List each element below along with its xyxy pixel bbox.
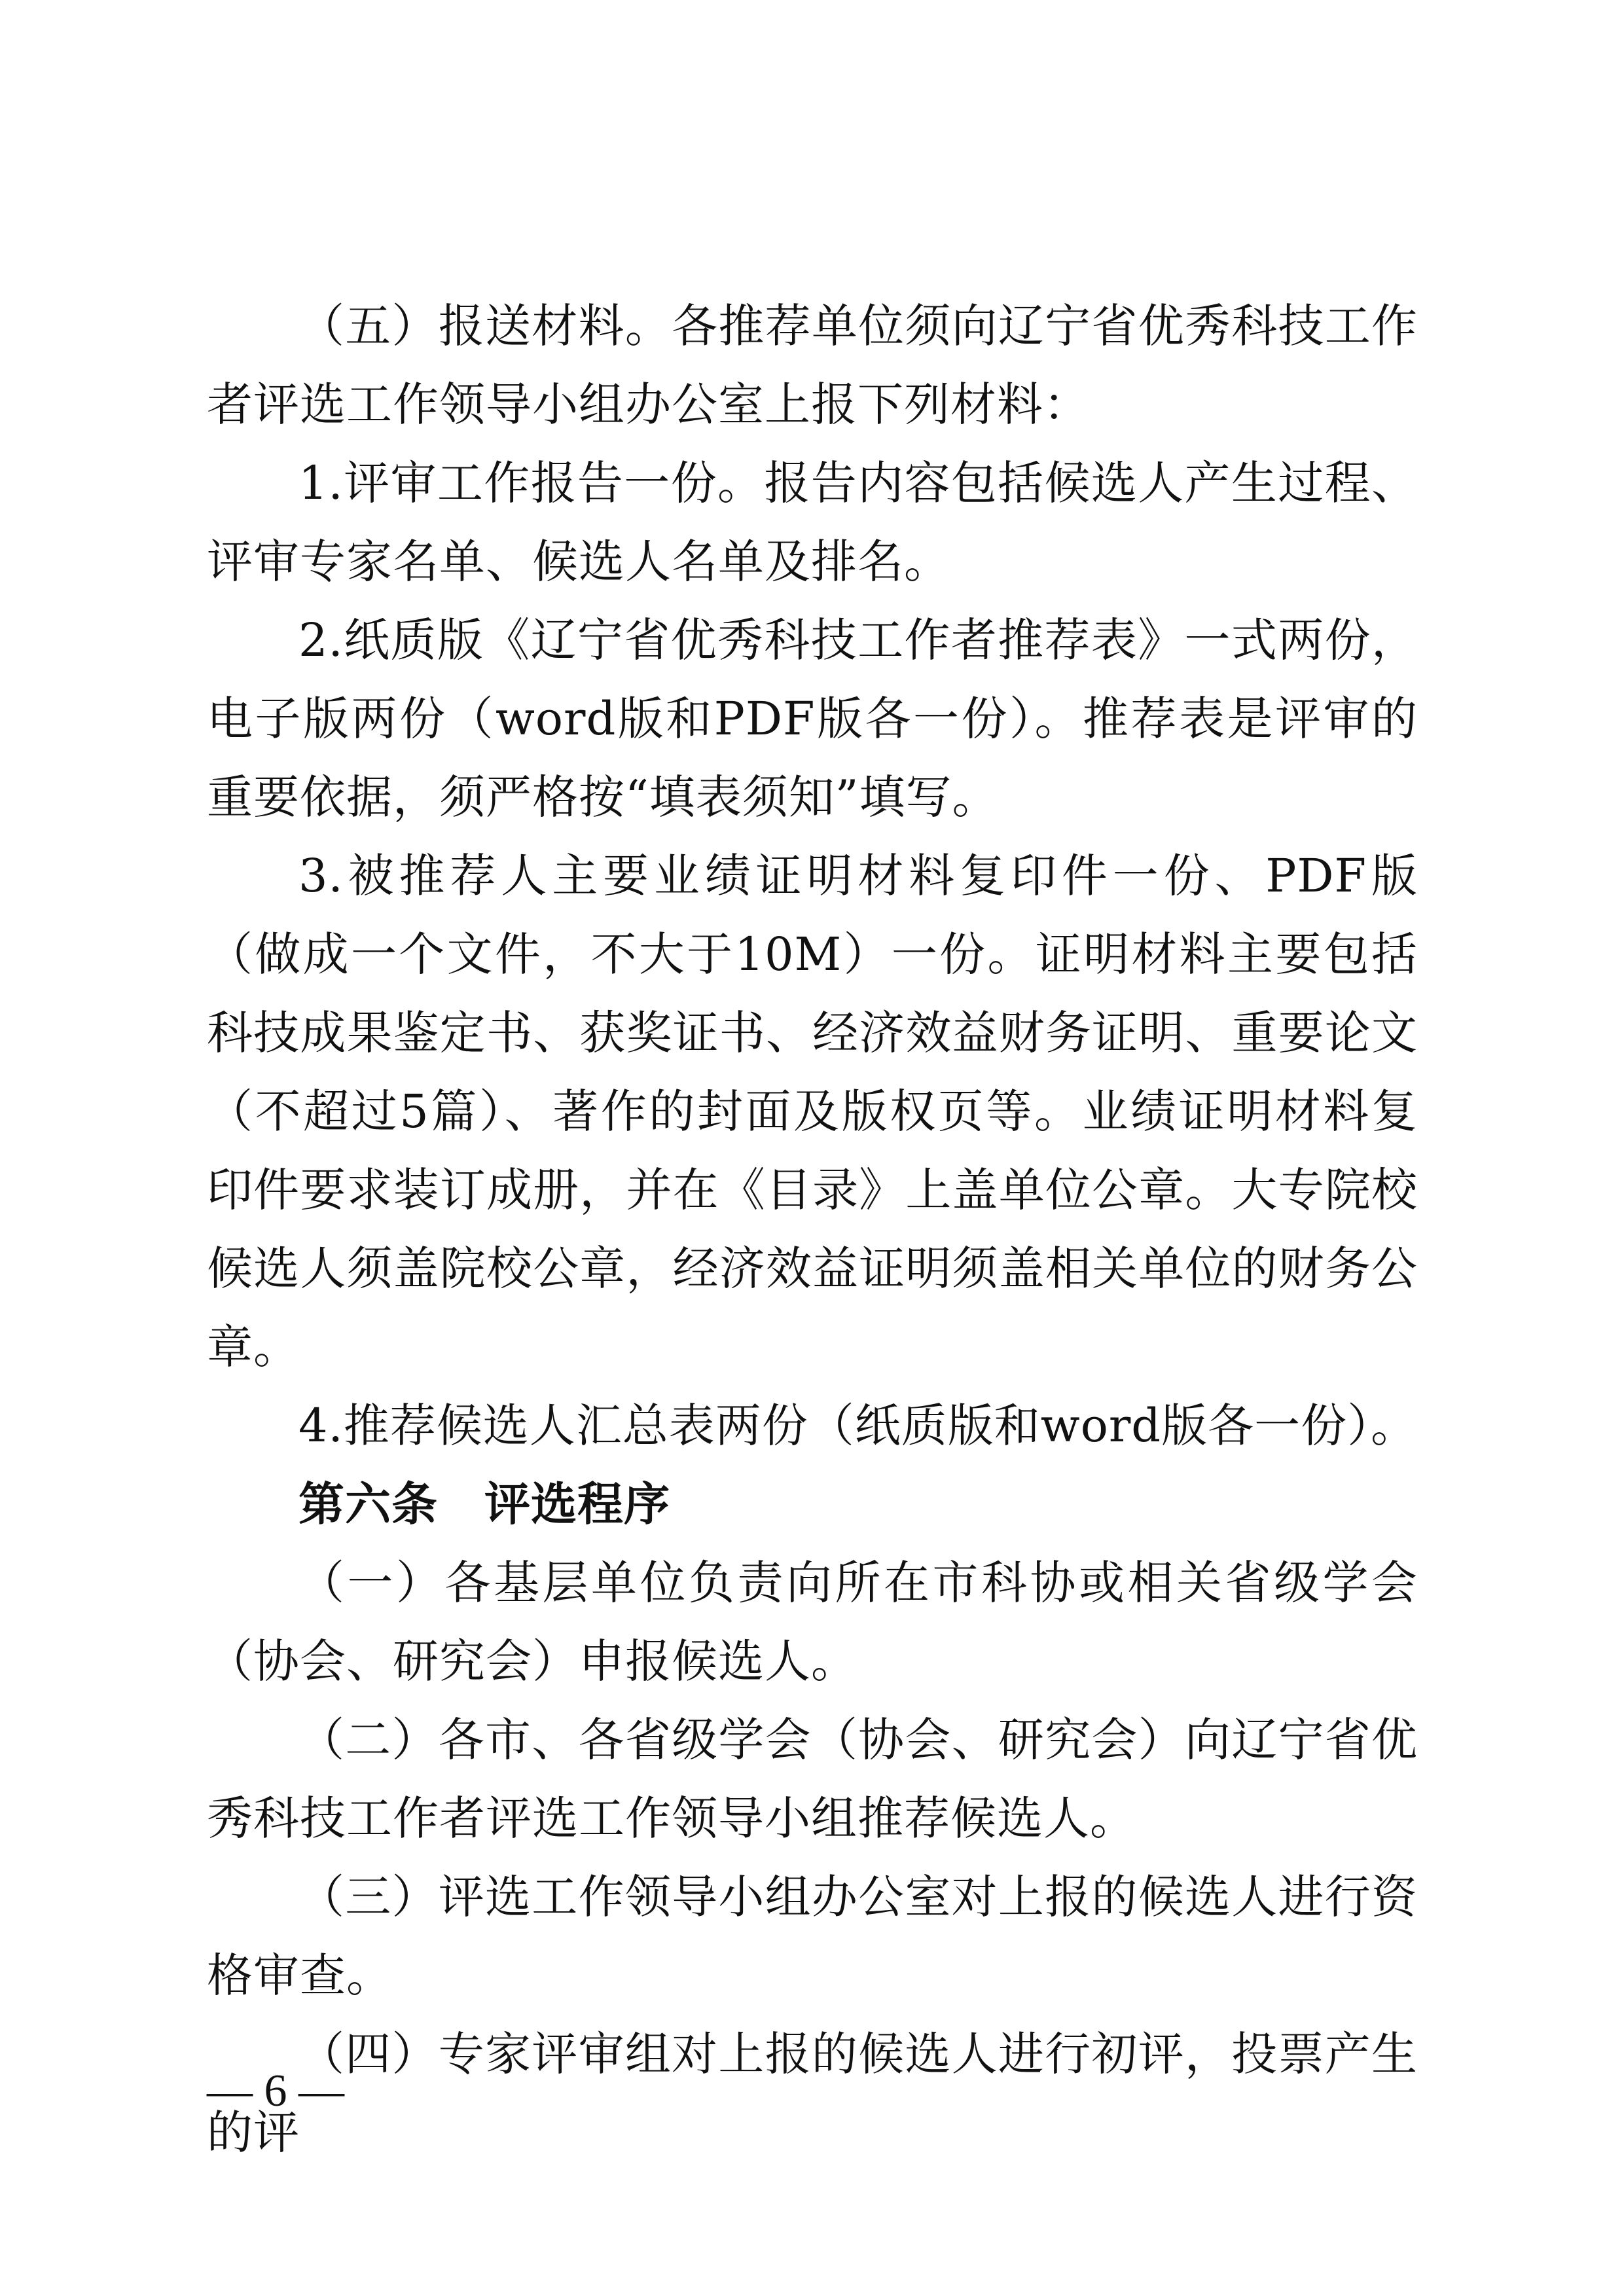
paragraph-procedure-2: （二）各市、各省级学会（协会、研究会）向辽宁省优秀科技工作者评选工作领导小组推荐候选人。 [207,1713,1418,1845]
paragraph-item-4: 4.推荐候选人汇总表两份（纸质版和word版各一份）。 [298,1399,1418,1452]
page-number: — 6 — [207,2066,344,2116]
paragraph-item-1: 1.评审工作报告一份。报告内容包括候选人产生过程、评审专家名单、候选人名单及排名。 [207,456,1418,588]
paragraph-procedure-4: （四）专家评审组对上报的候选人进行初评，投票产生的评 [207,2027,1418,2159]
section-heading-article-6: 第六条 评选程序 [298,1477,670,1531]
document-body [207,287,1418,2172]
paragraph-item-3: 3.被推荐人主要业绩证明材料复印件一份、PDF版（做成一个文件，不大于10M）一份。证明材料主要包括科技成果鉴定书、获奖证书、经济效益财务证明、重要论文（不超过5篇）、著作的封面及版权页等。业绩证明材料复印件要求装订成册，并在《目录》上盖单位公章。大专院校候选人须盖院校公章，经济效益证明须盖相关单位的财务公章。 [207,849,1418,1374]
paragraph-item-2: 2.纸质版《辽宁省优秀科技工作者推荐表》一式两份，电子版两份（word版和PDF版各一份）。推荐表是评审的重要依据，须严格按“填表须知”填写。 [207,613,1418,824]
paragraph-procedure-3: （三）评选工作领导小组办公室对上报的候选人进行资格审查。 [207,1870,1418,2002]
paragraph-submit-materials: （五）报送材料。各推荐单位须向辽宁省优秀科技工作者评选工作领导小组办公室上报下列材料： [207,299,1418,431]
paragraph-procedure-1: （一）各基层单位负责向所在市科协或相关省级学会（协会、研究会）申报候选人。 [207,1556,1418,1688]
